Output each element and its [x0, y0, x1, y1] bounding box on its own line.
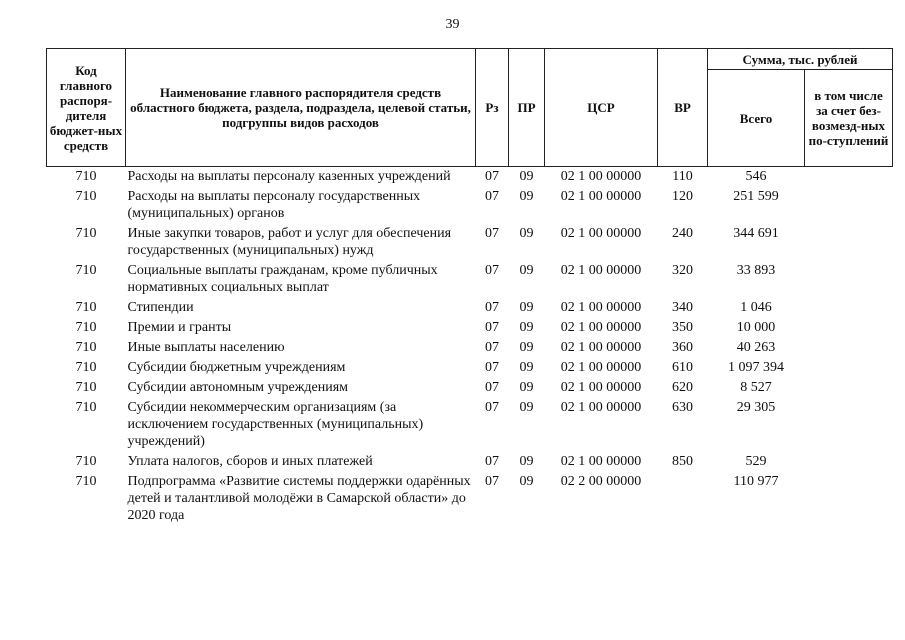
- cell-csr: 02 2 00 00000: [560, 474, 642, 489]
- cell-name: Иные выплаты населению: [127, 340, 285, 355]
- table-row: [47, 188, 893, 225]
- cell-code: 710: [75, 189, 97, 204]
- cell-csr: 02 1 00 00000: [560, 320, 642, 335]
- header-name: Наименование главного распорядителя средств областного бюджета, раздела, подраздела, целевой статьи, подгруппы видов расходов: [126, 49, 476, 167]
- cell-code: 710: [75, 454, 97, 469]
- cell-rz: 07: [485, 300, 499, 315]
- cell-rz: 07: [485, 380, 499, 395]
- table-row: [47, 339, 893, 359]
- cell-pr: 09: [519, 340, 534, 355]
- cell-code: 710: [75, 300, 97, 315]
- table-row: [47, 473, 893, 527]
- cell-code: 710: [75, 400, 97, 415]
- cell-csr: 02 1 00 00000: [560, 169, 642, 184]
- table-row: [47, 167, 893, 189]
- header-code: Код главного распоря-дителя бюджет-ных средств: [47, 49, 126, 167]
- cell-total: 344 691: [733, 226, 779, 241]
- cell-total: 110 977: [733, 474, 779, 489]
- cell-vr: 630: [672, 400, 693, 415]
- cell-vr: 850: [672, 454, 693, 469]
- cell-total: 10 000: [736, 320, 776, 335]
- table-row: [47, 319, 893, 339]
- cell-pr: 09: [519, 300, 534, 315]
- header-total: Всего: [708, 70, 805, 167]
- cell-rz: 07: [485, 263, 499, 278]
- table-row: [47, 299, 893, 319]
- cell-rz: 07: [485, 169, 499, 184]
- cell-vr: 110: [672, 169, 693, 184]
- cell-total: 1 046: [740, 300, 772, 315]
- cell-pr: 09: [519, 263, 534, 278]
- header-vr: ВР: [658, 49, 708, 167]
- cell-rz: 07: [485, 340, 499, 355]
- header-free: в том числе за счет без-возмезд-ных по-ступлений: [805, 70, 893, 167]
- header-csr: ЦСР: [545, 49, 658, 167]
- cell-vr: 350: [672, 320, 693, 335]
- cell-pr: 09: [519, 400, 534, 415]
- cell-pr: 09: [519, 454, 534, 469]
- cell-total: 546: [745, 169, 767, 184]
- cell-free: [805, 188, 893, 225]
- table-row: [47, 225, 893, 262]
- cell-free: [805, 453, 893, 473]
- cell-vr: 340: [672, 300, 693, 315]
- cell-name: Иные закупки товаров, работ и услуг для обеспечения государственных (муниципальных) нужд: [127, 226, 452, 258]
- cell-total: 1 097 394: [728, 360, 784, 375]
- cell-pr: 09: [519, 320, 534, 335]
- header-rz: Рз: [476, 49, 509, 167]
- cell-vr: 360: [672, 340, 693, 355]
- cell-code: 710: [75, 320, 97, 335]
- cell-free: [805, 399, 893, 453]
- cell-rz: 07: [485, 400, 499, 415]
- cell-name: Премии и гранты: [127, 320, 232, 335]
- cell-rz: 07: [485, 226, 499, 241]
- table-row: [47, 453, 893, 473]
- cell-free: [805, 319, 893, 339]
- cell-free: [805, 167, 893, 189]
- cell-total: 8 527: [740, 380, 772, 395]
- cell-rz: 07: [485, 189, 499, 204]
- cell-code: 710: [75, 169, 97, 184]
- cell-name: Субсидии некоммерческим организациям (за исключением государственных (муниципальных) учреждений): [127, 400, 424, 449]
- cell-rz: 07: [485, 320, 499, 335]
- cell-vr: 610: [672, 360, 693, 375]
- cell-code: 710: [75, 340, 97, 355]
- cell-rz: 07: [485, 360, 499, 375]
- cell-free: [805, 473, 893, 527]
- cell-pr: 09: [519, 360, 534, 375]
- cell-total: 251 599: [733, 189, 779, 204]
- table-row: [47, 399, 893, 453]
- cell-code: 710: [75, 474, 97, 489]
- cell-code: 710: [75, 263, 97, 278]
- cell-free: [805, 262, 893, 299]
- cell-csr: 02 1 00 00000: [560, 400, 642, 415]
- cell-free: [805, 225, 893, 262]
- cell-rz: 07: [485, 474, 499, 489]
- cell-pr: 09: [519, 226, 534, 241]
- page-number: 39: [445, 17, 460, 32]
- cell-rz: 07: [485, 454, 499, 469]
- table-row: [47, 262, 893, 299]
- cell-csr: 02 1 00 00000: [560, 263, 642, 278]
- table-row: [47, 379, 893, 399]
- cell-free: [805, 339, 893, 359]
- cell-name: Стипендии: [127, 300, 194, 315]
- cell-name: Уплата налогов, сборов и иных платежей: [127, 454, 373, 469]
- cell-pr: 09: [519, 189, 534, 204]
- cell-csr: 02 1 00 00000: [560, 454, 642, 469]
- budget-table: [46, 48, 893, 527]
- cell-csr: 02 1 00 00000: [560, 380, 642, 395]
- cell-name: Субсидии автономным учреждениям: [127, 380, 349, 395]
- cell-vr: [658, 473, 708, 527]
- cell-code: 710: [75, 360, 97, 375]
- cell-code: 710: [75, 380, 97, 395]
- cell-pr: 09: [519, 380, 534, 395]
- cell-name: Субсидии бюджетным учреждениям: [127, 360, 346, 375]
- header-pr: ПР: [509, 49, 545, 167]
- cell-csr: 02 1 00 00000: [560, 300, 642, 315]
- cell-vr: 320: [672, 263, 693, 278]
- cell-total: 40 263: [736, 340, 776, 355]
- cell-free: [805, 359, 893, 379]
- cell-pr: 09: [519, 474, 534, 489]
- cell-csr: 02 1 00 00000: [560, 226, 642, 241]
- cell-total: 33 893: [736, 263, 776, 278]
- cell-vr: 240: [672, 226, 693, 241]
- header-sum: Сумма, тыс. рублей: [708, 49, 893, 70]
- cell-name: Социальные выплаты гражданам, кроме публичных нормативных социальных выплат: [127, 263, 438, 295]
- cell-total: 529: [745, 454, 767, 469]
- cell-vr: 620: [672, 380, 693, 395]
- cell-vr: 120: [672, 189, 693, 204]
- cell-csr: 02 1 00 00000: [560, 360, 642, 375]
- cell-name: Расходы на выплаты персоналу казенных учреждений: [127, 169, 451, 184]
- cell-csr: 02 1 00 00000: [560, 189, 642, 204]
- cell-total: 29 305: [736, 400, 776, 415]
- cell-free: [805, 299, 893, 319]
- cell-free: [805, 379, 893, 399]
- cell-pr: 09: [519, 169, 534, 184]
- cell-csr: 02 1 00 00000: [560, 340, 642, 355]
- cell-name: Подпрограмма «Развитие системы поддержки одарённых детей и талантливой молодёжи в Самарской области» до 2020 года: [127, 474, 471, 523]
- table-row: [47, 359, 893, 379]
- cell-code: 710: [75, 226, 97, 241]
- cell-name: Расходы на выплаты персоналу государственных (муниципальных) органов: [127, 189, 421, 221]
